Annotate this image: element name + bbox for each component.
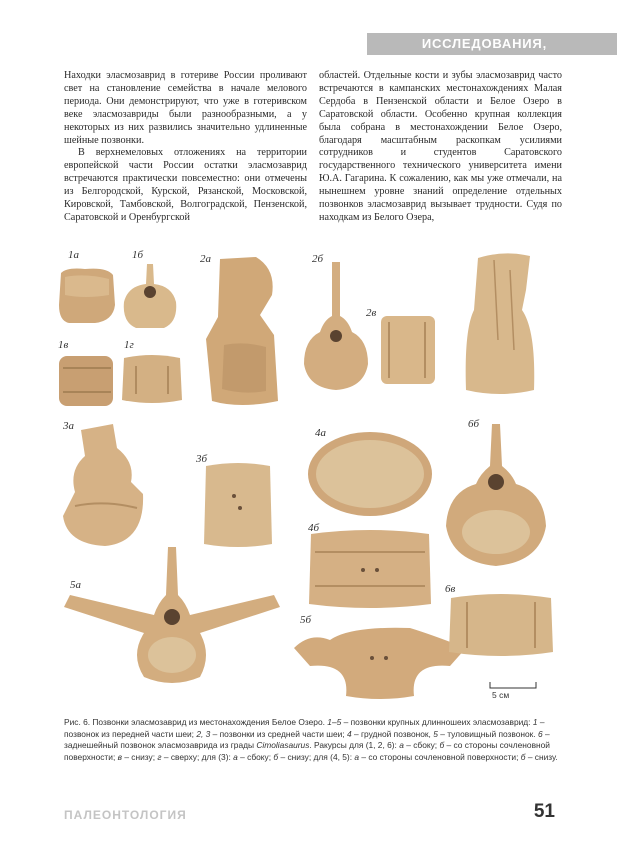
vertebra-6b-image — [440, 422, 552, 572]
caption-view: б — [273, 751, 279, 762]
vertebra-1b-image — [120, 262, 180, 332]
text-column-left — [64, 70, 307, 225]
vertebra-1g-image — [118, 352, 186, 408]
caption-part: – сбоку; — [406, 740, 438, 751]
text-column-right — [319, 70, 562, 225]
vertebra-2b-image — [300, 260, 372, 392]
caption-genus: Cimoliasaurus — [256, 740, 310, 751]
caption-view: б — [520, 751, 526, 762]
caption-num: 2, 3 — [196, 728, 211, 739]
caption-part: . Ракурсы для (1, 2, 6): — [309, 740, 397, 751]
figure-caption — [64, 717, 562, 763]
paragraph-1: Находки эласмозаврид в готериве России проливают свет на становление семейства в начале мелового периода. Они демонстрируют, что уже в готеривском веке эласмозавриды были разнообразными, а у некоторых из них развились значительно удлиненные шейные позвонки. — [64, 70, 307, 146]
caption-part: – снизу; — [124, 751, 156, 762]
caption-view: а — [233, 751, 238, 762]
caption-part: – позвонки из средней части шеи; — [212, 728, 345, 739]
caption-part: – грудной позвонок, — [353, 728, 431, 739]
label-4b: 4б — [308, 522, 320, 534]
label-1b: 1б — [132, 249, 144, 261]
caption-num: 4 — [346, 728, 352, 739]
caption-part: – сбоку; — [240, 751, 272, 762]
label-2a: 2а — [200, 253, 211, 265]
caption-part: – снизу; для (4, 5): — [280, 751, 353, 762]
vertebra-3b-image — [198, 460, 278, 550]
label-5a: 5а — [70, 579, 81, 591]
vertebra-1v-image — [55, 352, 117, 410]
section-tag: ИССЛЕДОВАНИЯ, ОБЗОРЫ — [367, 33, 617, 55]
vertebra-6a-image — [460, 250, 542, 400]
journal-name: ПАЛЕОНТОЛОГИЯ — [64, 808, 187, 822]
paragraph-2: В верхнемеловых отложениях на территории европейской части России остатки эласмозаврид встречаются практически повсеместно: они отмечены из Белгородской, Курской, Рязанской, Московской, Кировской, Тамбовской, Волгоградской, Пензенской, Саратовской и Оренбургской — [64, 147, 307, 223]
page-number: 51 — [533, 801, 555, 822]
vertebra-2v-image — [375, 312, 439, 388]
label-1v: 1в — [58, 339, 69, 351]
label-2b: 2б — [312, 253, 324, 265]
caption-part: – позвонки крупных длинношеих эласмозаврид: — [343, 717, 531, 727]
vertebra-4b-image — [305, 528, 435, 610]
caption-num: 1 — [532, 717, 538, 727]
caption-part: – сверху; для (3): — [163, 751, 231, 762]
label-3b: 3б — [196, 453, 208, 465]
vertebra-3a-image — [55, 422, 155, 552]
vertebra-1a-image — [55, 265, 119, 327]
scale-label: 5 см — [492, 690, 510, 700]
label-1a: 1а — [68, 249, 79, 261]
caption-part: – туловищный позвонок. — [440, 728, 536, 739]
vertebrae-figure — [60, 240, 560, 710]
caption-part: – со стороны сочленовной поверхности; — [64, 740, 550, 762]
caption-view: б — [439, 740, 445, 751]
vertebra-5a-image — [60, 545, 285, 690]
paragraph-3: областей. Отдельные кости и зубы эласмозаврид часто встречаются в кампанских местонахождениях Малая Сердоба в Пензенской области и Белое Озеро в Саратовской области. Особенно крупная коллекция была собрана в местонахождении Белое Озеро, благодаря масштабным раскопкам усилиями сотрудников и студентов Саратовского государственного технического университета имени Ю.А. Гагарина. К сожалению, как мы уже отмечали, на нынешнем уровне знаний определение отдельных позвонков эласмозаврид вызывает трудности. Судя по находкам из Белого Озера, — [319, 70, 562, 223]
label-3a: 3а — [63, 420, 74, 432]
caption-part: – снизу. — [527, 751, 558, 762]
caption-num: 6 — [538, 728, 543, 739]
caption-view: в — [117, 751, 122, 762]
caption-range: 1–5 — [327, 717, 342, 727]
label-4a: 4а — [315, 427, 326, 439]
label-5b: 5б — [300, 614, 312, 626]
caption-part: – со стороны сочленовной поверхности; — [361, 751, 519, 762]
caption-part: – заднешейный позвонок эласмозаврида из грады — [64, 728, 550, 751]
caption-view: а — [399, 740, 404, 751]
vertebra-4a-image — [305, 430, 435, 518]
caption-view: а — [354, 751, 360, 762]
vertebra-2a-image — [200, 255, 282, 410]
vertebra-5b-image — [290, 618, 470, 704]
caption-lead: Рис. 6. Позвонки эласмозаврид из местонахождения Белое Озеро. — [64, 717, 325, 727]
label-6v: 6в — [445, 583, 456, 595]
caption-view: г — [157, 751, 162, 762]
caption-num: 5 — [433, 728, 438, 739]
caption-part: – позвонок из передней части шеи; — [64, 717, 545, 739]
label-2v: 2в — [366, 307, 377, 319]
label-6b: 6б — [468, 418, 480, 430]
label-1g: 1г — [124, 339, 134, 351]
vertebra-6v-image — [445, 590, 557, 660]
